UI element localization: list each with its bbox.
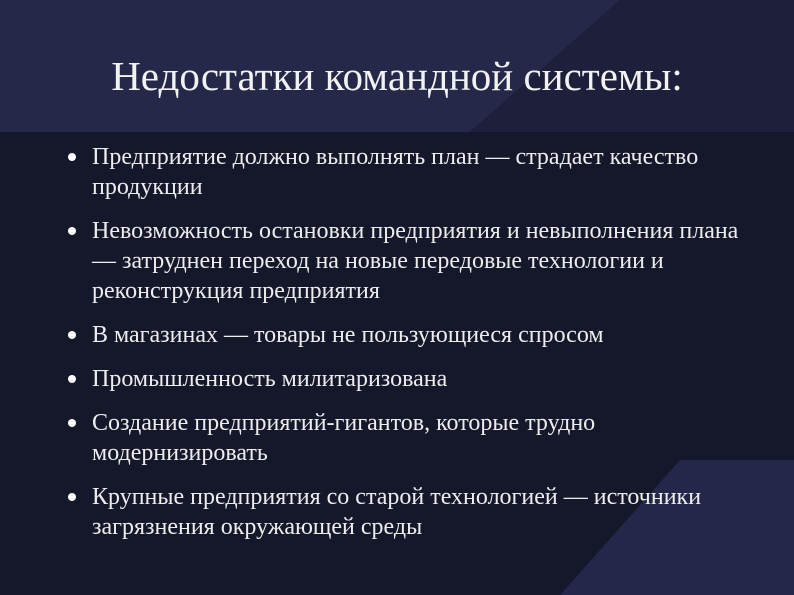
bullet-dot-icon (68, 375, 76, 383)
bullet-item (60, 408, 760, 468)
bullet-dot-icon (68, 331, 76, 339)
bullet-dot-icon (68, 419, 76, 427)
bullet-item (60, 320, 760, 350)
bullet-text: Предприятие должно выполнять план — страдает качество продукции (92, 144, 699, 200)
bullet-item (60, 482, 760, 542)
slide-title: Недостатки командной системы: (111, 53, 683, 99)
bullet-list (60, 142, 760, 556)
bullet-dot-icon (68, 493, 76, 501)
bullet-text: Промышленность милитаризована (92, 366, 448, 392)
bullet-text: В магазинах — товары не пользующиеся спросом (92, 322, 604, 348)
bullet-dot-icon (68, 227, 76, 235)
bullet-text: Крупные предприятия со старой технологией — источники загрязнения окружающей среды (92, 484, 702, 540)
bullet-dot-icon (68, 153, 76, 161)
bullet-text: Создание предприятий-гигантов, которые трудно модернизировать (92, 410, 596, 466)
bullet-text: Невозможность остановки предприятия и невыполнения плана — затруднен переход на новые передовые технологии и реконструкция предприятия (92, 218, 739, 304)
bullet-item (60, 364, 760, 394)
bullet-item (60, 216, 760, 306)
bullet-item (60, 142, 760, 202)
